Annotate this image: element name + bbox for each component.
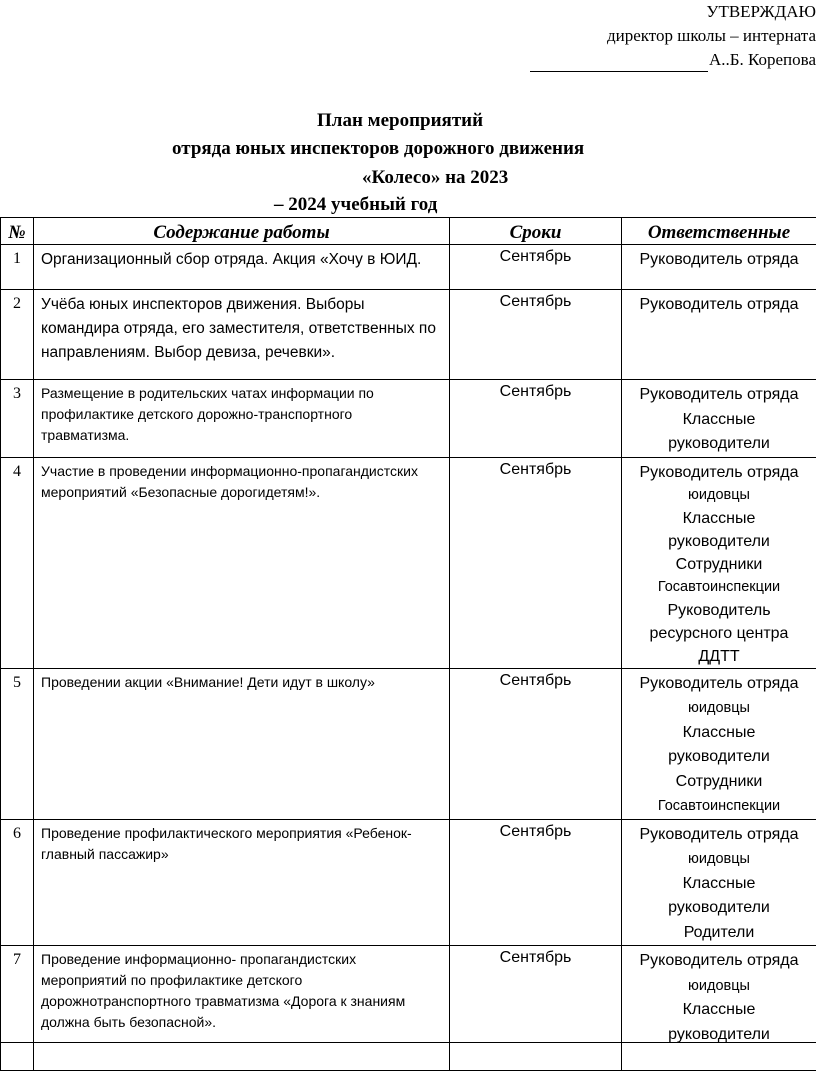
responsible-line: Сотрудники xyxy=(675,772,763,790)
table-row xyxy=(1,457,816,668)
row-term: Сентябрь xyxy=(450,668,622,819)
responsible-line: Классные xyxy=(682,410,756,428)
title-line-2: отряда юных инспекторов дорожного движения xyxy=(172,138,585,159)
approval-title: УТВЕРЖДАЮ xyxy=(706,2,816,21)
title-line-1: План мероприятий xyxy=(317,110,484,131)
row-content: Учёба юных инспекторов движения. Выборы командира отряда, его заместителя, ответственных по направлениям. Выбор девиза, речевки». xyxy=(34,290,450,380)
responsible-line: юидовцы xyxy=(688,486,750,503)
row-num: 7 xyxy=(1,946,34,1071)
responsible-line: руководители xyxy=(668,748,770,765)
table-row xyxy=(1,245,816,290)
row-content: Проведение информационно- пропагандистских мероприятий по профилактике детского дорожнотранспортного травматизма «Дорога к знаниям должна быть безопасной». xyxy=(34,946,450,1071)
responsible-line: Классные xyxy=(682,874,756,892)
header-term: Сроки xyxy=(450,218,622,245)
row-responsible xyxy=(622,946,816,1071)
row-responsible xyxy=(622,668,816,819)
row-num: 5 xyxy=(1,668,34,819)
row-responsible xyxy=(622,380,816,458)
approval-signature xyxy=(530,48,816,72)
responsible-line: Руководитель отряда xyxy=(639,251,799,268)
row-term: Сентябрь xyxy=(450,290,622,380)
responsible-line: Руководитель отряда xyxy=(639,296,799,313)
table-header-row xyxy=(1,218,816,245)
row-content: Размещение в родительских чатах информации по профилактике детского дорожно-транспортного травматизма. xyxy=(34,380,450,458)
row-num: 1 xyxy=(1,245,34,290)
responsible-line: ДДТТ xyxy=(698,647,740,665)
responsible-line: Классные xyxy=(682,723,756,741)
row-term: Сентябрь xyxy=(450,946,622,1071)
header-content: Содержание работы xyxy=(34,218,450,245)
row-content: Проведении акции «Внимание! Дети идут в школу» xyxy=(34,668,450,819)
table-row xyxy=(1,380,816,458)
table-row xyxy=(1,946,816,1071)
responsible-line: руководители xyxy=(668,435,770,452)
row-content: Проведение профилактического мероприятия «Ребенок- главный пассажир» xyxy=(34,819,450,946)
approval-block xyxy=(530,0,816,72)
signature-line xyxy=(530,54,708,72)
responsible-line: юидовцы xyxy=(688,700,750,716)
responsible-line: юидовцы xyxy=(688,977,750,994)
plan-table xyxy=(0,217,816,1071)
header-num: № xyxy=(1,218,34,245)
row-content: Организационный сбор отряда. Акция «Хочу в ЮИД. xyxy=(34,245,450,290)
responsible-line: Сотрудники xyxy=(675,555,763,573)
responsible-line: Родители xyxy=(683,923,755,941)
responsible-line: руководители xyxy=(668,899,770,916)
row-responsible xyxy=(622,290,816,380)
row-term: Сентябрь xyxy=(450,819,622,946)
table-row xyxy=(1,290,816,380)
row-responsible xyxy=(622,245,816,290)
approval-name: А..Б. Корепова xyxy=(708,50,816,69)
row-num: 6 xyxy=(1,819,34,946)
responsible-line: Классные xyxy=(682,1001,756,1018)
header-responsible: Ответственные xyxy=(622,218,816,245)
responsible-line: Руководитель xyxy=(667,601,771,619)
responsible-line: Госавтоинспекции xyxy=(657,798,781,814)
title-line-3: «Колесо» на 2023 xyxy=(362,167,509,188)
row-responsible xyxy=(622,457,816,668)
responsible-line: руководители xyxy=(668,1025,770,1043)
responsible-line: руководители xyxy=(668,532,770,550)
row-num: 3 xyxy=(1,380,34,458)
responsible-line: юидовцы xyxy=(688,851,750,867)
responsible-line: Руководитель отряда xyxy=(639,952,799,969)
table-row xyxy=(1,668,816,819)
responsible-line: Руководитель отряда xyxy=(639,825,799,843)
page-bottom-rule xyxy=(0,1042,816,1043)
row-term: Сентябрь xyxy=(450,380,622,458)
row-responsible xyxy=(622,819,816,946)
responsible-line: Классные xyxy=(682,509,756,527)
row-term: Сентябрь xyxy=(450,245,622,290)
approval-position: директор школы – интерната xyxy=(606,26,816,45)
responsible-line: Руководитель отряда xyxy=(639,386,799,403)
row-num: 4 xyxy=(1,457,34,668)
responsible-line: Госавтоинспекции xyxy=(657,578,781,595)
row-term: Сентябрь xyxy=(450,457,622,668)
responsible-line: ресурсного центра xyxy=(649,624,789,642)
row-content: Участие в проведении информационно-пропагандистских мероприятий «Безопасные дорогидетям!». xyxy=(34,457,450,668)
row-num: 2 xyxy=(1,290,34,380)
table-row xyxy=(1,819,816,946)
responsible-line: Руководитель отряда xyxy=(639,463,799,481)
responsible-line: Руководитель отряда xyxy=(639,674,799,692)
title-line-4: – 2024 учебный год xyxy=(274,194,438,215)
